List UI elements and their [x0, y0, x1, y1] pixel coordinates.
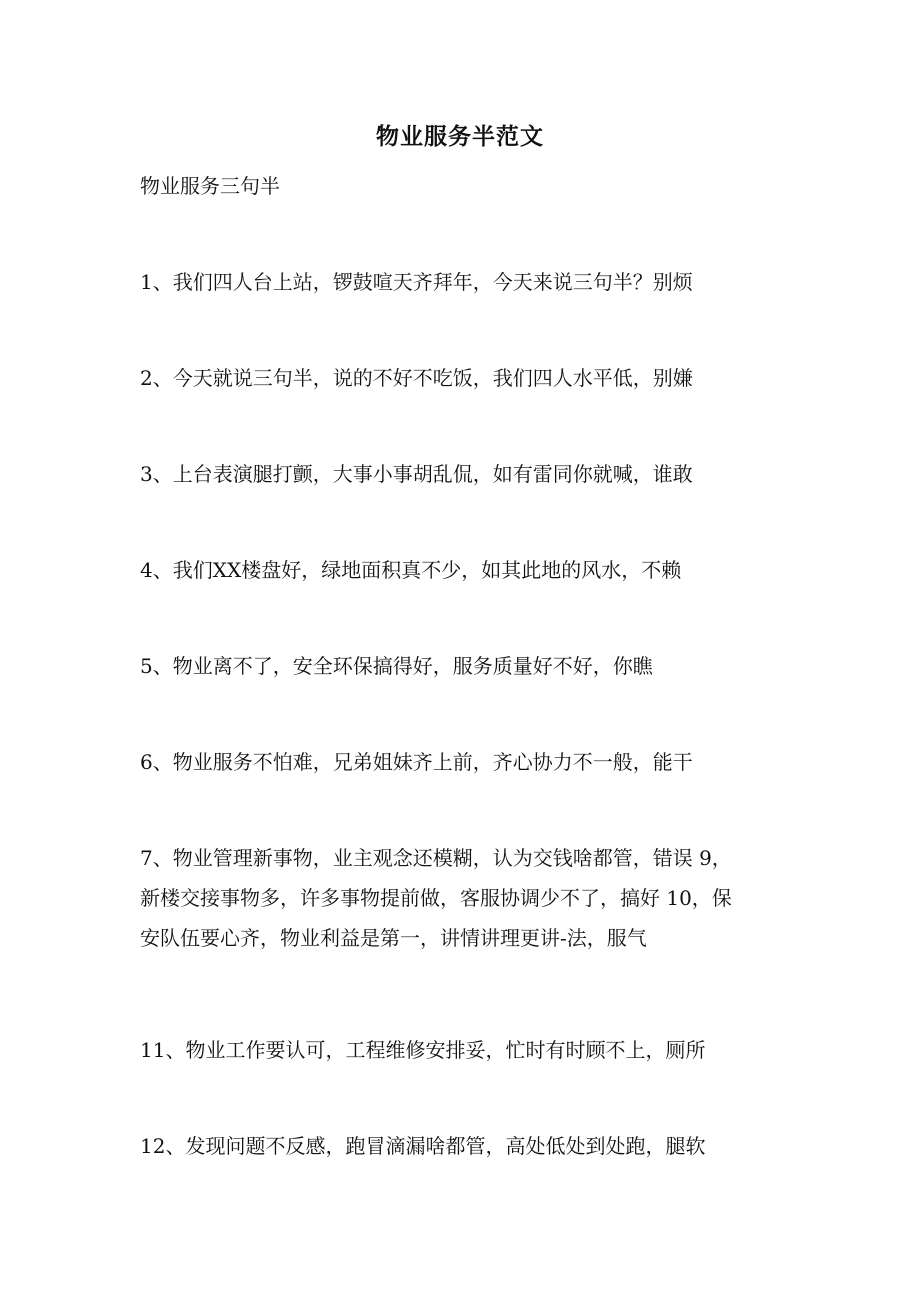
- paragraph-2: [140, 358, 790, 398]
- paragraph-line: 2、今天就说三句半，说的不好不吃饭，我们四人水平低，别嫌: [140, 366, 693, 390]
- paragraph-line: 5、物业离不了，安全环保搞得好，服务质量好不好，你瞧: [140, 654, 653, 678]
- paragraph-line: 12、发现问题不反感，跑冒滴漏啥都管，高处低处到处跑，腿软: [140, 1134, 706, 1158]
- paragraph-12: [140, 1126, 790, 1166]
- paragraph-line: 3、上台表演腿打颤，大事小事胡乱侃，如有雷同你就喊，谁敢: [140, 462, 693, 486]
- paragraph-line: 11、物业工作要认可，工程维修安排妥，忙时有时顾不上，厕所: [140, 1038, 706, 1062]
- paragraph-line: 1、我们四人台上站，锣鼓喧天齐拜年，今天来说三句半？别烦: [140, 270, 693, 294]
- paragraph-7: [140, 838, 790, 958]
- paragraph-line: 安队伍要心齐，物业利益是第一，讲情讲理更讲-法，服气: [140, 926, 647, 950]
- document-subtitle: 物业服务三句半: [140, 174, 280, 198]
- paragraph-line: 6、物业服务不怕难，兄弟姐妹齐上前，齐心协力不一般，能干: [140, 750, 693, 774]
- paragraph-line: 4、我们XX楼盘好，绿地面积真不少，如其此地的风水，不赖: [140, 558, 682, 582]
- paragraph-3: [140, 454, 790, 494]
- paragraph-4: [140, 550, 790, 590]
- paragraph-6: [140, 742, 790, 782]
- paragraph-11: [140, 1030, 790, 1070]
- paragraph-5: [140, 646, 790, 686]
- paragraph-1: [140, 262, 790, 302]
- paragraph-line: 新楼交接事物多，许多事物提前做，客服协调少不了，搞好 10，保: [140, 886, 732, 910]
- document-title: 物业服务半范文: [376, 123, 544, 150]
- paragraph-line: 7、物业管理新事物，业主观念还模糊，认为交钱啥都管，错误 9，: [140, 846, 732, 870]
